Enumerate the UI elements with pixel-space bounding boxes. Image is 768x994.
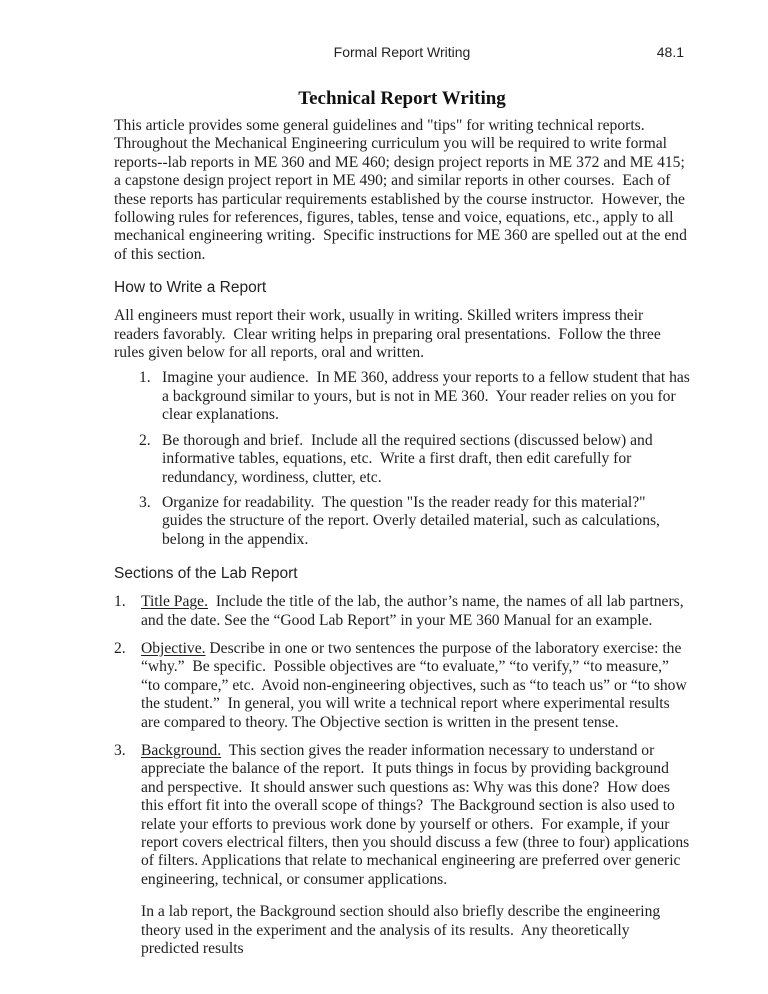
- rule-item-3-number: 3.: [139, 493, 151, 511]
- rule-item-1: [114, 369, 694, 424]
- lab-section-item-1-label: Title Page.: [141, 593, 209, 611]
- rule-item-3: [114, 494, 690, 549]
- lab-section-item-objective: [114, 640, 690, 732]
- lab-section-item-3-number: 3.: [114, 741, 126, 759]
- rule-item-2-text: Be thorough and brief. Include all the required sections (discussed below) and informative tables, equations, etc. Write a first draft, then edit carefully for redundancy, wordiness, clutter, etc.: [162, 431, 657, 486]
- lab-section-item-3-body: This section gives the reader information necessary to understand or appreciate the balance of the report. It puts things in focus by providing background and perspective. It should answer such questions as: Why was this done? How does this effort fit into the overall scope of things? The Background section is also used to relate your efforts to previous work done by yourself or others. For example, if your report covers electrical filters, then you should discuss a few (three to four) applications of filters. Applications that relate to mechanical engineering are preferred over generic engineering, technical, or consumer applications.: [141, 741, 694, 888]
- section-heading-lab-report: Sections of the Lab Report: [114, 565, 298, 583]
- lab-section-item-2-label: Objective.: [141, 639, 206, 657]
- document-content: [114, 0, 694, 958]
- how-to-paragraph: All engineers must report their work, usually in writing. Skilled writers impress their readers favorably. Clear writing helps in preparing oral presentations. Follow the three rules given below for all reports, oral and written.: [114, 307, 665, 362]
- section-heading-how-to-write: How to Write a Report: [114, 279, 267, 297]
- lab-section-item-2-number: 2.: [114, 639, 126, 657]
- page-header: [114, 44, 690, 60]
- rules-list: [114, 369, 694, 549]
- rule-item-1-number: 1.: [139, 369, 151, 387]
- lab-sections-list: [114, 593, 694, 889]
- rule-item-1-text: Imagine your audience. In ME 360, address your reports to a fellow student that has a background similar to yours, but is not in ME 360. Your reader relies on you for clear explanations.: [162, 369, 694, 424]
- lab-section-item-title-page: [114, 593, 690, 630]
- lab-section-item-background: [114, 741, 694, 889]
- rule-item-3-text: Organize for readability. The question "Is the reader ready for this material?" guides the structure of the report. Overly detailed material, such as calculations, belong in the appendix.: [162, 493, 664, 548]
- document-title: Technical Report Writing: [298, 88, 506, 109]
- lab-section-item-3-label: Background.: [141, 741, 222, 759]
- lab-section-item-3-text: [141, 741, 694, 889]
- lab-section-item-2-body: Describe in one or two sentences the purpose of the laboratory exercise: the “why.” Be specific. Possible objectives are “to evaluate,” “to verify,” “to measure,” “to compare,” etc. Avoid non-engineering objectives, such as “to teach us” or “to show the student.” In general, you will write a technical report where experimental results are compared to theory. The Objective section is written in the present tense.: [141, 639, 691, 731]
- rule-item-2-number: 2.: [139, 431, 151, 449]
- lab-section-item-2-text: [141, 640, 690, 732]
- background-extra-paragraph: In a lab report, the Background section should also briefly describe the engineering theory used in the experiment and the analysis of its results. Any theoretically predicted results: [141, 903, 665, 958]
- running-header-title: Formal Report Writing: [333, 44, 471, 60]
- intro-paragraph: This article provides some general guidelines and "tips" for writing technical reports. Throughout the Mechanical Engineering curriculum you will be required to write formal reports--lab reports in ME 360 and ME 460; design project reports in ME 372 and ME 415; a capstone design project report in ME 490; and similar reports in other courses. Each of these reports has particular requirements established by the course instructor. However, the following rules for references, figures, tables, tense and voice, equations, etc., apply to all mechanical engineering writing. Specific instructions for ME 360 are spelled out at the end of this section.: [114, 117, 691, 263]
- lab-section-item-1-body: Include the title of the lab, the author’s name, the names of all lab partners, and the date. See the “Good Lab Report” in your ME 360 Manual for an example.: [141, 593, 688, 629]
- lab-section-item-1-number: 1.: [114, 593, 126, 611]
- lab-section-item-1-text: [141, 593, 690, 630]
- page-number: 48.1: [656, 44, 684, 60]
- rule-item-2: [114, 432, 690, 487]
